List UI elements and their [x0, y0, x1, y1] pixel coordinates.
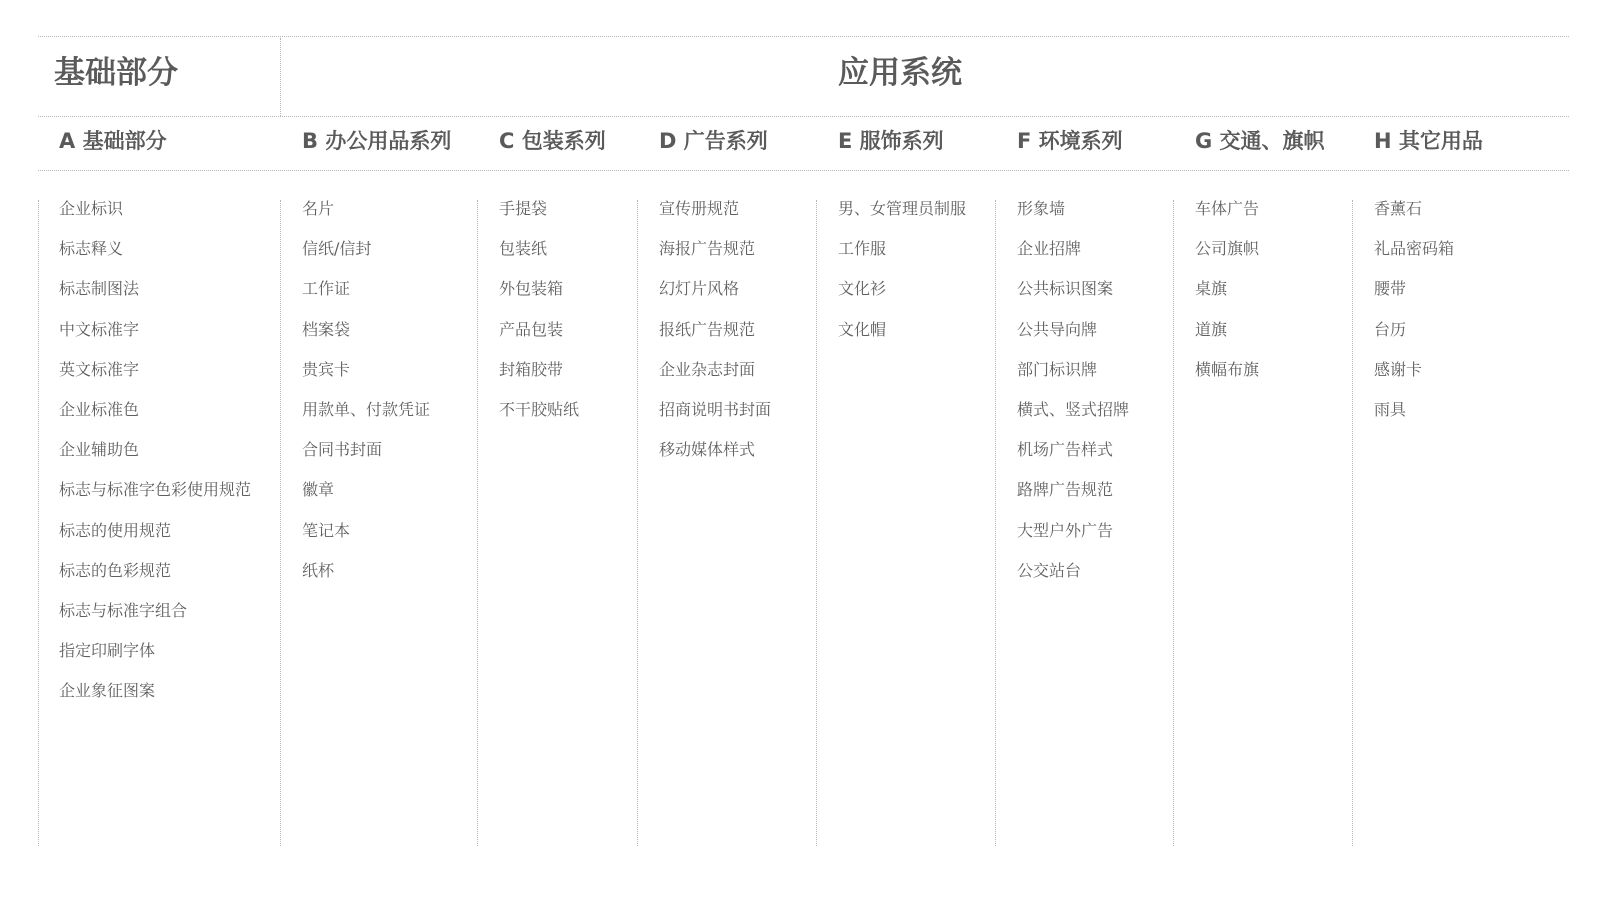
list-item: 香薰石: [1374, 199, 1423, 218]
list-item: 招商说明书封面: [659, 399, 772, 419]
item-list-e: [838, 200, 966, 361]
list-item: 道旗: [1195, 319, 1228, 339]
list-item: 宣传册规范: [659, 199, 740, 218]
list-item: 礼品密码箱: [1374, 239, 1455, 259]
column-divider: [816, 200, 817, 846]
list-item: 感谢卡: [1374, 359, 1423, 379]
item-list-f: [1017, 200, 1129, 602]
list-item: 公共导向牌: [1017, 319, 1098, 339]
column-title-d: D 广告系列: [659, 129, 768, 153]
list-item: 公交站台: [1017, 560, 1082, 580]
list-item: 公共标识图案: [1017, 279, 1114, 299]
column-divider: [1352, 200, 1353, 846]
list-item: 海报广告规范: [659, 239, 756, 259]
list-item: 笔记本: [302, 520, 351, 540]
list-item: 横幅布旗: [1195, 359, 1260, 379]
top-divider: [38, 36, 1569, 37]
list-item: 企业象征图案: [59, 681, 156, 701]
column-divider: [477, 200, 478, 846]
list-item: 贵宾卡: [302, 359, 351, 379]
list-item: 标志制图法: [59, 279, 140, 299]
list-item: 徽章: [302, 480, 335, 500]
list-item: 纸杯: [302, 560, 335, 580]
item-list-h: [1374, 200, 1454, 441]
column-divider: [38, 200, 39, 846]
column-title-a: A 基础部分: [59, 129, 167, 153]
list-item: 标志的色彩规范: [59, 560, 172, 580]
list-item: 台历: [1374, 319, 1407, 339]
list-item: 幻灯片风格: [659, 279, 740, 299]
list-item: 档案袋: [302, 319, 351, 339]
item-list-d: [659, 200, 771, 481]
list-item: 企业标准色: [59, 399, 140, 419]
list-item: 工作证: [302, 279, 351, 299]
list-item: 封箱胶带: [499, 359, 564, 379]
list-item: 标志释义: [59, 239, 124, 259]
list-item: 包装纸: [499, 239, 548, 259]
list-item: 报纸广告规范: [659, 319, 756, 339]
list-item: 标志与标准字色彩使用规范: [59, 480, 252, 500]
list-item: 男、女管理员制服: [838, 199, 967, 218]
list-item: 信纸/信封: [302, 239, 372, 259]
list-item: 合同书封面: [302, 440, 383, 460]
list-item: 中文标准字: [59, 319, 140, 339]
list-item: 雨具: [1374, 399, 1407, 419]
list-item: 工作服: [838, 239, 887, 259]
list-item: 路牌广告规范: [1017, 480, 1114, 500]
list-item: 企业标识: [59, 199, 124, 218]
item-list-g: [1195, 200, 1259, 401]
list-item: 标志与标准字组合: [59, 600, 188, 620]
column-title-g: G 交通、旗帜: [1195, 129, 1325, 153]
list-item: 文化衫: [838, 279, 887, 299]
list-item: 大型户外广告: [1017, 520, 1114, 540]
list-item: 英文标准字: [59, 359, 140, 379]
list-item: 公司旗帜: [1195, 239, 1260, 259]
item-list-c: [499, 200, 579, 441]
list-item: 用款单、付款凭证: [302, 399, 431, 419]
column-divider: [280, 200, 281, 846]
list-item: 车体广告: [1195, 199, 1260, 218]
list-item: 名片: [302, 199, 335, 218]
list-item: 移动媒体样式: [659, 440, 756, 460]
list-item: 指定印刷字体: [59, 641, 156, 661]
list-item: 横式、竖式招牌: [1017, 399, 1130, 419]
column-title-h: H 其它用品: [1374, 129, 1483, 153]
section-divider: [280, 38, 281, 116]
column-title-f: F 环境系列: [1017, 129, 1123, 153]
list-item: 部门标识牌: [1017, 359, 1098, 379]
list-item: 手提袋: [499, 199, 548, 218]
list-item: 外包装箱: [499, 279, 564, 299]
item-list-a: [59, 200, 251, 722]
column-divider: [1173, 200, 1174, 846]
list-item: 机场广告样式: [1017, 440, 1114, 460]
column-divider: [637, 200, 638, 846]
application-section-title: 应用系统: [838, 55, 962, 91]
list-item: 文化帽: [838, 319, 887, 339]
column-title-e: E 服饰系列: [838, 129, 944, 153]
list-item: 企业招牌: [1017, 239, 1082, 259]
list-item: 产品包装: [499, 319, 564, 339]
list-item: 桌旗: [1195, 279, 1228, 299]
column-header-divider: [38, 170, 1569, 171]
basic-section-title: 基础部分: [54, 55, 178, 91]
list-item: 形象墙: [1017, 199, 1066, 218]
item-list-b: [302, 200, 430, 602]
column-divider: [995, 200, 996, 846]
list-item: 企业杂志封面: [659, 359, 756, 379]
header-divider: [38, 116, 1569, 117]
column-title-c: C 包装系列: [499, 129, 606, 153]
column-title-b: B 办公用品系列: [302, 129, 452, 153]
list-item: 企业辅助色: [59, 440, 140, 460]
list-item: 腰带: [1374, 279, 1407, 299]
list-item: 标志的使用规范: [59, 520, 172, 540]
list-item: 不干胶贴纸: [499, 399, 580, 419]
